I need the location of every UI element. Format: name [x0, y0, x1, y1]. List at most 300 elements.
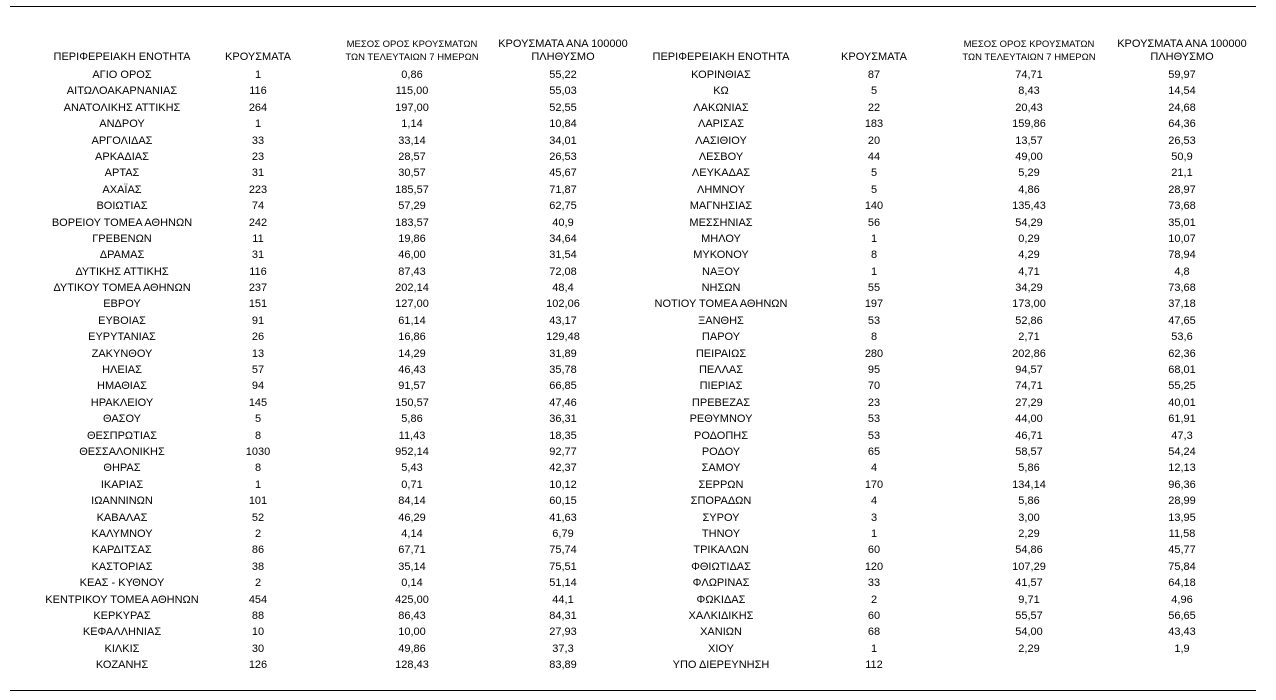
- per100k-cell: 73,68: [1168, 200, 1196, 213]
- header-avg-line1: ΜΕΣΟΣ ΟΡΟΣ ΚΡΟΥΣΜΑΤΩΝ: [963, 39, 1095, 50]
- per100k-cell: 6,79: [552, 527, 574, 540]
- region-cell: ΠΑΡΟΥ: [701, 331, 741, 344]
- per100k-cell: 27,93: [549, 626, 577, 639]
- header-per100k-line1: ΚΡΟΥΣΜΑΤΑ ΑΝΑ 100000: [1117, 38, 1247, 50]
- region-cell: ΘΕΣΣΑΛΟΝΙΚΗΣ: [79, 445, 165, 458]
- per100k-cell: 78,94: [1168, 249, 1196, 262]
- avg-cell: 952,14: [395, 445, 429, 458]
- header-region: [624, 36, 818, 64]
- cases-cell: 53: [867, 429, 881, 442]
- cases-cell: 88: [251, 609, 265, 622]
- avg-cell: 4,86: [1018, 183, 1040, 196]
- cases-cell: 8: [870, 331, 878, 344]
- per100k-cell: 44,1: [552, 593, 574, 606]
- region-cell: ΛΗΜΝΟΥ: [697, 183, 745, 196]
- avg-cell: 49,86: [398, 642, 426, 655]
- header-cases-label: ΚΡΟΥΣΜΑΤΑ: [225, 51, 291, 63]
- cases-cell: 38: [251, 560, 265, 573]
- per100k-cell: 47,46: [549, 396, 577, 409]
- cases-cell: 1: [254, 118, 262, 131]
- region-cell: ΗΛΕΙΑΣ: [102, 364, 142, 377]
- per100k-cell: 1,9: [1174, 642, 1190, 655]
- cases-cell: 223: [248, 183, 268, 196]
- per100k-cell: 51,14: [549, 577, 577, 590]
- region-cell: ΚΕΦΑΛΛΗΝΙΑΣ: [82, 626, 162, 639]
- per100k-cell: 34,64: [549, 232, 577, 245]
- avg-cell: 5,86: [401, 413, 423, 426]
- avg-cell: 27,29: [1015, 396, 1043, 409]
- region-cell: ΒΟΡΕΙΟΥ ΤΟΜΕΑ ΑΘΗΝΩΝ: [51, 216, 193, 229]
- per100k-cell: 75,84: [1168, 560, 1196, 573]
- per100k-cell: 60,15: [549, 495, 577, 508]
- per100k-cell: 31,89: [549, 347, 577, 360]
- cases-cell: 5: [870, 167, 878, 180]
- header-avg: [312, 36, 512, 64]
- cases-cell: 151: [248, 298, 268, 311]
- avg-cell: 1,14: [401, 118, 423, 131]
- per100k-cell: 43,17: [549, 314, 577, 327]
- per100k-cell: 96,36: [1168, 478, 1196, 491]
- top-rule: [10, 6, 1256, 7]
- region-cell: ΗΜΑΘΙΑΣ: [97, 380, 147, 393]
- per100k-cell: 34,01: [549, 134, 577, 147]
- region-cell: ΤΡΙΚΑΛΩΝ: [693, 544, 749, 557]
- region-cell: ΠΕΙΡΑΙΩΣ: [695, 347, 747, 360]
- header-avg-line2: ΤΩΝ ΤΕΛΕΥΤΑΙΩΝ 7 ΗΜΕΡΩΝ: [962, 52, 1096, 63]
- cases-cell: 145: [248, 396, 268, 409]
- cases-cell: 140: [864, 200, 884, 213]
- cases-cell: 10: [251, 626, 265, 639]
- per100k-cell: 53,6: [1171, 331, 1193, 344]
- region-cell: ΛΑΣΙΘΙΟΥ: [695, 134, 747, 147]
- avg-cell: 30,57: [398, 167, 426, 180]
- cases-cell: 68: [867, 626, 881, 639]
- avg-cell: 425,00: [395, 593, 429, 606]
- header-avg: [929, 36, 1129, 64]
- cases-cell: 11: [252, 232, 264, 245]
- avg-cell: 13,57: [1015, 134, 1043, 147]
- avg-cell: 202,14: [395, 282, 429, 295]
- region-cell: ΔΡΑΜΑΣ: [99, 249, 145, 262]
- cases-cell: 53: [867, 413, 881, 426]
- per100k-cell: 71,87: [549, 183, 577, 196]
- per100k-cell: 64,36: [1168, 118, 1196, 131]
- avg-cell: 46,29: [398, 511, 426, 524]
- avg-cell: 5,86: [1018, 462, 1040, 475]
- per100k-cell: 40,01: [1168, 396, 1196, 409]
- cases-cell: 116: [249, 85, 267, 98]
- per100k-cell: 48,4: [552, 282, 574, 295]
- region-cell: ΚΟΡΙΝΘΙΑΣ: [691, 69, 751, 81]
- region-cell: ΚΑΡΔΙΤΣΑΣ: [92, 544, 152, 557]
- per100k-cell: 40,9: [552, 216, 574, 229]
- header-cases-label: ΚΡΟΥΣΜΑΤΑ: [841, 51, 907, 63]
- region-cell: ΤΗΝΟΥ: [701, 527, 741, 540]
- avg-cell: 54,29: [1015, 216, 1043, 229]
- bottom-rule: [10, 690, 1256, 691]
- per100k-cell: 24,68: [1168, 101, 1196, 114]
- cases-cell: 126: [248, 659, 268, 672]
- per100k-cell: 21,1: [1171, 167, 1193, 180]
- avg-cell: 14,29: [398, 347, 426, 360]
- region-cell: ΑΡΚΑΔΙΑΣ: [95, 150, 149, 163]
- cases-cell: 60: [867, 609, 881, 622]
- region-cell: ΧΙΟΥ: [708, 642, 734, 655]
- per100k-cell: 13,95: [1168, 511, 1196, 524]
- avg-cell: 52,86: [1015, 314, 1043, 327]
- per100k-cell: 4,8: [1174, 265, 1190, 278]
- per100k-cell: 83,89: [549, 659, 577, 672]
- per100k-cell: 62,36: [1168, 347, 1196, 360]
- cases-cell: 454: [248, 593, 268, 606]
- avg-cell: 10,00: [398, 626, 426, 639]
- per100k-cell: 18,35: [549, 429, 577, 442]
- per100k-cell: 54,24: [1168, 445, 1196, 458]
- per100k-cell: 42,37: [549, 462, 577, 475]
- avg-cell: 9,71: [1018, 593, 1040, 606]
- per100k-cell: 4,96: [1171, 593, 1193, 606]
- cases-cell: 170: [864, 478, 884, 491]
- per100k-cell: 75,51: [549, 560, 577, 573]
- region-cell: ΚΑΛΥΜΝΟΥ: [91, 527, 153, 540]
- per100k-cell: 47,65: [1168, 314, 1196, 327]
- avg-cell: 183,57: [395, 216, 429, 229]
- cases-cell: 70: [867, 380, 881, 393]
- avg-cell: 28,57: [398, 150, 426, 163]
- region-cell: ΓΡΕΒΕΝΩΝ: [92, 232, 152, 245]
- avg-cell: 46,71: [1015, 429, 1043, 442]
- avg-cell: 197,00: [395, 101, 429, 114]
- per100k-cell: 73,68: [1168, 282, 1196, 295]
- region-cell: ΝΟΤΙΟΥ ΤΟΜΕΑ ΑΘΗΝΩΝ: [654, 298, 788, 311]
- cases-cell: 4: [870, 462, 878, 475]
- cases-cell: 197: [864, 298, 884, 311]
- per100k-cell: 28,97: [1168, 183, 1196, 196]
- region-cell: ΖΑΚΥΝΘΟΥ: [91, 347, 153, 360]
- per100k-cell: 84,31: [549, 609, 577, 622]
- avg-cell: 5,86: [1018, 495, 1040, 508]
- avg-cell: 4,29: [1018, 249, 1040, 262]
- avg-cell: 61,14: [398, 314, 426, 327]
- region-cell: ΑΙΤΩΛΟΑΚΑΡΝΑΝΙΑΣ: [66, 85, 178, 98]
- per100k-cell: 62,75: [549, 200, 577, 213]
- region-cell: ΜΑΓΝΗΣΙΑΣ: [689, 200, 753, 213]
- avg-cell: 44,00: [1015, 413, 1043, 426]
- cases-cell: 23: [251, 150, 265, 163]
- per100k-cell: 52,55: [549, 101, 577, 114]
- avg-cell: 173,00: [1012, 298, 1046, 311]
- region-cell: ΠΙΕΡΙΑΣ: [699, 380, 743, 393]
- cases-cell: 1: [254, 478, 262, 491]
- per100k-cell: 66,85: [549, 380, 577, 393]
- per100k-cell: 61,91: [1168, 413, 1196, 426]
- avg-cell: 11,43: [398, 429, 426, 442]
- per100k-cell: 92,77: [549, 445, 577, 458]
- avg-cell: 94,57: [1015, 364, 1043, 377]
- region-cell: ΚΩ: [713, 85, 729, 98]
- region-cell: ΕΥΒΟΙΑΣ: [98, 314, 146, 327]
- cases-cell: 95: [867, 364, 881, 377]
- avg-cell: 5,29: [1018, 167, 1040, 180]
- avg-cell: 185,57: [395, 183, 429, 196]
- region-cell: ΙΚΑΡΙΑΣ: [100, 478, 144, 491]
- region-cell: ΕΒΡΟΥ: [103, 298, 141, 311]
- avg-cell: 4,14: [401, 527, 423, 540]
- cases-cell: 1030: [245, 445, 271, 458]
- cases-cell: 1: [870, 232, 878, 245]
- region-cell: ΒΟΙΩΤΙΑΣ: [96, 200, 148, 213]
- cases-cell: 280: [864, 347, 884, 360]
- region-cell: ΡΟΔΟΥ: [701, 445, 741, 458]
- region-cell: ΝΗΣΩΝ: [701, 282, 741, 295]
- region-cell: ΑΧΑΪΑΣ: [102, 183, 142, 196]
- cases-cell: 2: [254, 577, 262, 590]
- region-cell: ΗΡΑΚΛΕΙΟΥ: [90, 396, 154, 409]
- region-cell: ΙΩΑΝΝΙΝΩΝ: [91, 495, 153, 508]
- header-avg-line1: ΜΕΣΟΣ ΟΡΟΣ ΚΡΟΥΣΜΑΤΩΝ: [346, 39, 478, 50]
- cases-cell: 55: [867, 282, 881, 295]
- avg-cell: 74,71: [1015, 69, 1043, 81]
- cases-cell: 87: [867, 69, 881, 81]
- region-cell: ΥΠΟ ΔΙΕΡΕΥΝΗΣΗ: [672, 659, 770, 672]
- cases-cell: 30: [251, 642, 265, 655]
- avg-cell: 0,86: [401, 69, 423, 81]
- region-cell: ΘΑΣΟΥ: [102, 413, 142, 426]
- cases-cell: 20: [867, 134, 881, 147]
- region-cell: ΘΕΣΠΡΩΤΙΑΣ: [86, 429, 158, 442]
- region-cell: ΑΝΔΡΟΥ: [99, 118, 145, 131]
- cases-cell: 5: [870, 85, 878, 98]
- cases-cell: 56: [867, 216, 881, 229]
- avg-cell: 16,86: [398, 331, 426, 344]
- region-cell: ΜΥΚΟΝΟΥ: [693, 249, 749, 262]
- region-cell: ΔΥΤΙΚΟΥ ΤΟΜΕΑ ΑΘΗΝΩΝ: [53, 282, 191, 295]
- avg-cell: 135,43: [1012, 200, 1046, 213]
- avg-cell: 20,43: [1015, 101, 1043, 114]
- per100k-cell: 28,99: [1168, 495, 1196, 508]
- region-cell: ΚΕΡΚΥΡΑΣ: [93, 609, 151, 622]
- cases-cell: 242: [248, 216, 268, 229]
- per100k-cell: 43,43: [1168, 626, 1196, 639]
- per100k-cell: 10,84: [549, 118, 577, 131]
- per100k-cell: 55,25: [1168, 380, 1196, 393]
- cases-cell: 1: [870, 642, 878, 655]
- cases-cell: 237: [248, 282, 268, 295]
- avg-cell: 86,43: [398, 609, 426, 622]
- cases-cell: 74: [251, 200, 265, 213]
- avg-cell: 202,86: [1012, 347, 1046, 360]
- avg-cell: 58,57: [1015, 445, 1043, 458]
- header-region-label: ΠΕΡΙΦΕΡΕΙΑΚΗ ΕΝΟΤΗΤΑ: [53, 51, 191, 63]
- region-cell: ΠΡΕΒΕΖΑΣ: [691, 396, 751, 409]
- cases-cell: 8: [254, 429, 262, 442]
- per100k-cell: 55,22: [549, 69, 577, 81]
- cases-cell: 116: [249, 265, 267, 278]
- avg-cell: 0,14: [401, 577, 423, 590]
- avg-cell: 55,57: [1015, 609, 1043, 622]
- header-avg-line2: ΤΩΝ ΤΕΛΕΥΤΑΙΩΝ 7 ΗΜΕΡΩΝ: [345, 52, 479, 63]
- per100k-cell: 12,13: [1168, 462, 1196, 475]
- avg-cell: 67,71: [398, 544, 426, 557]
- region-cell: ΣΑΜΟΥ: [701, 462, 741, 475]
- header-cases: [208, 36, 308, 64]
- region-cell: ΑΡΤΑΣ: [104, 167, 140, 180]
- avg-cell: 2,29: [1018, 642, 1040, 655]
- header-per100k-line2: ΠΛΗΘΥΣΜΟ: [1150, 51, 1214, 63]
- cases-cell: 26: [251, 331, 265, 344]
- region-cell: ΛΑΡΙΣΑΣ: [697, 118, 744, 131]
- header-region-label: ΠΕΡΙΦΕΡΕΙΑΚΗ ΕΝΟΤΗΤΑ: [652, 51, 790, 63]
- per100k-cell: 26,53: [1168, 134, 1196, 147]
- per100k-cell: 50,9: [1171, 150, 1193, 163]
- cases-cell: 112: [865, 659, 883, 672]
- cases-cell: 1: [870, 527, 878, 540]
- avg-cell: 57,29: [398, 200, 426, 213]
- region-cell: ΜΗΛΟΥ: [701, 232, 741, 245]
- per100k-cell: 129,48: [546, 331, 580, 344]
- per100k-cell: 31,54: [549, 249, 577, 262]
- avg-cell: 91,57: [398, 380, 426, 393]
- header-per100k: [1112, 36, 1252, 64]
- per100k-cell: 47,3: [1171, 429, 1193, 442]
- cases-cell: 57: [251, 364, 265, 377]
- per100k-cell: 14,54: [1168, 85, 1196, 98]
- per100k-cell: 10,12: [549, 478, 577, 491]
- cases-cell: 31: [251, 249, 265, 262]
- avg-cell: 2,29: [1018, 527, 1040, 540]
- per100k-cell: 45,67: [549, 167, 577, 180]
- region-cell: ΚΕΝΤΡΙΚΟΥ ΤΟΜΕΑ ΑΘΗΝΩΝ: [45, 593, 199, 606]
- per100k-cell: 75,74: [549, 544, 577, 557]
- region-cell: ΛΕΣΒΟΥ: [698, 150, 744, 163]
- cases-cell: 8: [870, 249, 878, 262]
- region-cell: ΧΑΝΙΩΝ: [700, 626, 742, 639]
- region-cell: ΑΡΓΟΛΙΔΑΣ: [91, 134, 153, 147]
- cases-cell: 86: [251, 544, 265, 557]
- region-cell: ΦΛΩΡΙΝΑΣ: [692, 577, 750, 590]
- header-per100k: [493, 36, 633, 64]
- per100k-cell: 11,58: [1168, 527, 1196, 540]
- region-cell: ΛΕΥΚΑΔΑΣ: [691, 167, 751, 180]
- cases-cell: 53: [867, 314, 881, 327]
- cases-cell: 22: [867, 101, 881, 114]
- cases-cell: 60: [867, 544, 881, 557]
- avg-cell: 127,00: [395, 298, 429, 311]
- per100k-cell: 64,18: [1168, 577, 1196, 590]
- header-cases: [824, 36, 924, 64]
- avg-cell: 46,43: [398, 364, 426, 377]
- cases-cell: 23: [867, 396, 881, 409]
- region-cell: ΞΑΝΘΗΣ: [698, 314, 744, 327]
- region-cell: ΡΟΔΟΠΗΣ: [693, 429, 749, 442]
- avg-cell: 5,43: [401, 462, 423, 475]
- avg-cell: 33,14: [398, 134, 426, 147]
- per100k-cell: 45,77: [1168, 544, 1196, 557]
- cases-cell: 1: [254, 69, 262, 81]
- per100k-cell: 68,01: [1168, 364, 1196, 377]
- per100k-cell: 102,06: [546, 298, 580, 311]
- region-cell: ΡΕΘΥΜΝΟΥ: [689, 413, 753, 426]
- avg-cell: 107,29: [1012, 560, 1046, 573]
- avg-cell: 134,14: [1012, 478, 1046, 491]
- per100k-cell: 56,65: [1168, 609, 1196, 622]
- cases-cell: 44: [867, 150, 881, 163]
- avg-cell: 74,71: [1015, 380, 1043, 393]
- avg-cell: 46,00: [398, 249, 426, 262]
- avg-cell: 159,86: [1012, 118, 1046, 131]
- cases-cell: 4: [870, 495, 878, 508]
- cases-cell: 31: [251, 167, 265, 180]
- cases-cell: 8: [254, 462, 262, 475]
- avg-cell: 54,00: [1015, 626, 1043, 639]
- cases-cell: 3: [870, 511, 878, 524]
- per100k-cell: 35,78: [549, 364, 577, 377]
- avg-cell: 0,71: [401, 478, 423, 491]
- avg-cell: 150,57: [395, 396, 429, 409]
- region-cell: ΚΟΖΑΝΗΣ: [95, 659, 149, 672]
- region-cell: ΣΕΡΡΩΝ: [698, 478, 744, 491]
- avg-cell: 0,29: [1018, 232, 1040, 245]
- avg-cell: 4,71: [1018, 265, 1040, 278]
- avg-cell: 2,71: [1018, 331, 1040, 344]
- avg-cell: 19,86: [398, 232, 426, 245]
- cases-cell: 65: [867, 445, 881, 458]
- avg-cell: 35,14: [398, 560, 426, 573]
- avg-cell: 49,00: [1015, 150, 1043, 163]
- region-cell: ΠΕΛΛΑΣ: [698, 364, 744, 377]
- avg-cell: 34,29: [1015, 282, 1043, 295]
- cases-cell: 33: [251, 134, 265, 147]
- per100k-cell: 37,18: [1168, 298, 1196, 311]
- avg-cell: 84,14: [398, 495, 426, 508]
- cases-cell: 33: [867, 577, 881, 590]
- per100k-cell: 55,03: [549, 85, 577, 98]
- region-cell: ΔΥΤΙΚΗΣ ΑΤΤΙΚΗΣ: [75, 265, 169, 278]
- region-cell: ΧΑΛΚΙΔΙΚΗΣ: [688, 609, 754, 622]
- region-cell: ΘΗΡΑΣ: [103, 462, 141, 475]
- cases-cell: 264: [248, 101, 268, 114]
- cases-cell: 5: [870, 183, 878, 196]
- cases-cell: 2: [254, 527, 262, 540]
- cases-cell: 2: [870, 593, 878, 606]
- avg-cell: 3,00: [1018, 511, 1040, 524]
- region-cell: ΜΕΣΣΗΝΙΑΣ: [689, 216, 753, 229]
- per100k-cell: 72,08: [549, 265, 577, 278]
- cases-cell: 52: [251, 511, 265, 524]
- avg-cell: 128,43: [395, 659, 429, 672]
- region-cell: ΚΑΣΤΟΡΙΑΣ: [91, 560, 153, 573]
- avg-cell: 87,43: [398, 265, 426, 278]
- cases-cell: 120: [864, 560, 884, 573]
- region-cell: ΕΥΡΥΤΑΝΙΑΣ: [88, 331, 156, 344]
- avg-cell: 8,43: [1018, 85, 1040, 98]
- region-cell: ΑΓΙΟ ΟΡΟΣ: [92, 69, 152, 81]
- cases-cell: 13: [251, 347, 265, 360]
- avg-cell: 41,57: [1015, 577, 1043, 590]
- header-per100k-line1: ΚΡΟΥΣΜΑΤΑ ΑΝΑ 100000: [498, 38, 628, 50]
- region-cell: ΚΙΛΚΙΣ: [104, 642, 140, 655]
- region-cell: ΚΑΒΑΛΑΣ: [96, 511, 148, 524]
- cases-cell: 5: [254, 413, 262, 426]
- per100k-cell: 37,3: [552, 642, 574, 655]
- region-cell: ΚΕΑΣ - ΚΥΘΝΟΥ: [79, 577, 165, 590]
- cases-cell: 101: [248, 495, 268, 508]
- per100k-cell: 59,97: [1168, 69, 1196, 81]
- cases-cell: 91: [251, 314, 265, 327]
- region-cell: ΦΩΚΙΔΑΣ: [696, 593, 746, 606]
- cases-cell: 183: [864, 118, 884, 131]
- per100k-cell: 35,01: [1168, 216, 1196, 229]
